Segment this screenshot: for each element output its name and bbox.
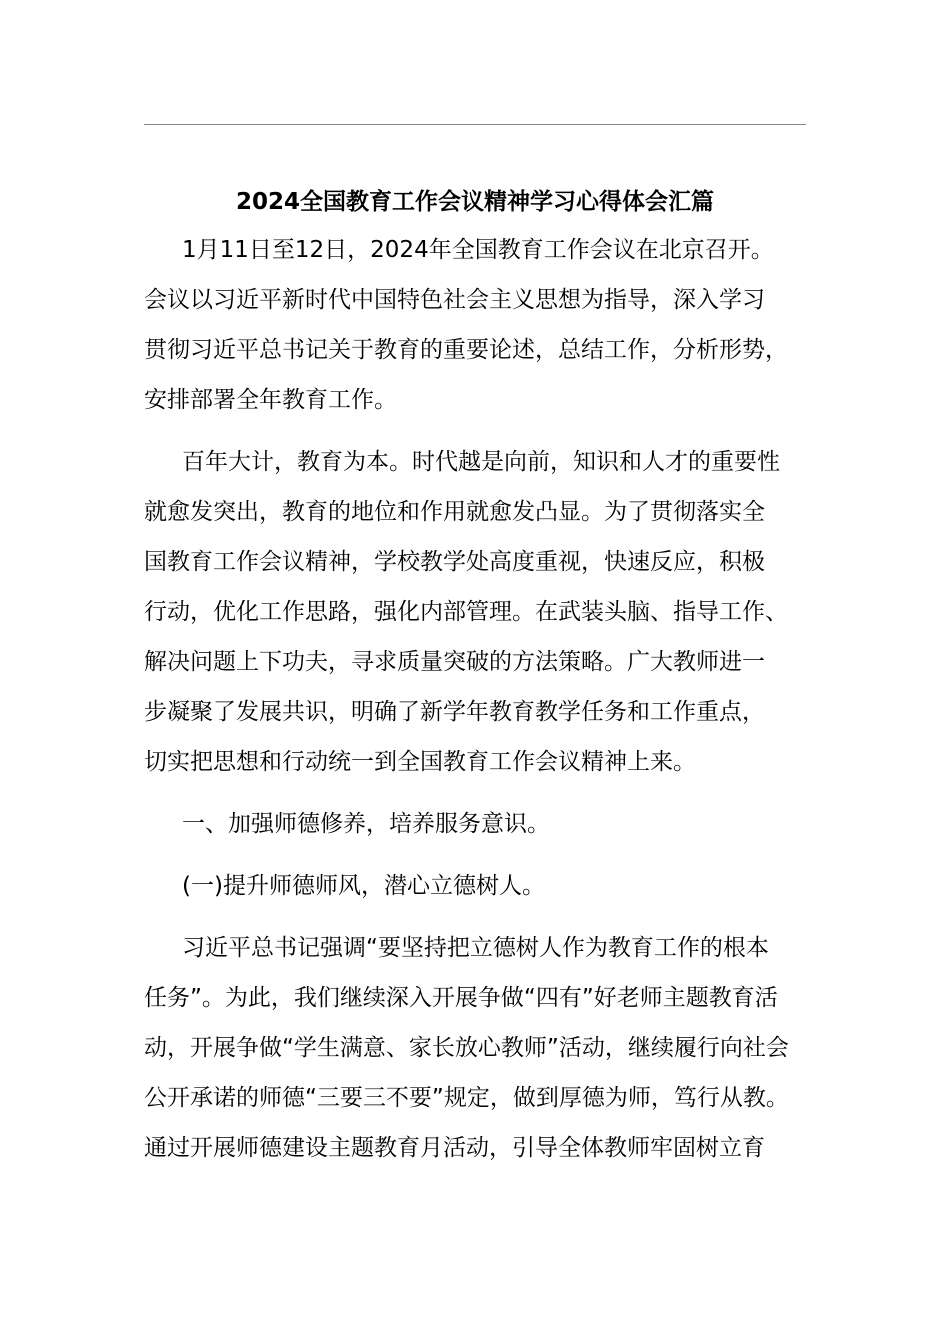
header-rule	[144, 124, 806, 125]
subsection-heading-1: (一)提升师德师风，潜心立德树人。	[182, 873, 545, 899]
body-line-9: 解决问题上下功夫，寻求质量突破的方法策略。广大教师进一	[144, 649, 765, 675]
body-line-2: 会议以习近平新时代中国特色社会主义思想为指导，深入学习	[144, 287, 765, 313]
body-line-7: 国教育工作会议精神，学校教学处高度重视，快速反应，积极	[144, 549, 765, 575]
body-line-15: 任务”。为此，我们继续深入开展争做“四有”好老师主题教育活	[144, 985, 778, 1011]
body-line-17: 公开承诺的师德“三要三不要”规定，做到厚德为师，笃行从教。	[144, 1085, 789, 1111]
body-line-5: 百年大计，教育为本。时代越是向前，知识和人才的重要性	[182, 449, 780, 475]
body-line-10: 步凝聚了发展共识，明确了新学年教育教学任务和工作重点，	[144, 699, 765, 725]
body-line-8: 行动，优化工作思路，强化内部管理。在武装头脑、指导工作、	[144, 599, 788, 625]
document-title: 2024全国教育工作会议精神学习心得体会汇篇	[235, 189, 714, 215]
body-line-1: 1月11日至12日，2024年全国教育工作会议在北京召开。	[182, 237, 774, 263]
body-line-11: 切实把思想和行动统一到全国教育工作会议精神上来。	[144, 749, 696, 775]
section-heading-1: 一、加强师德修养，培养服务意识。	[182, 811, 550, 837]
body-line-6: 就愈发突出，教育的地位和作用就愈发凸显。为了贯彻落实全	[144, 499, 765, 525]
body-line-18: 通过开展师德建设主题教育月活动，引导全体教师牢固树立育	[144, 1135, 765, 1161]
body-line-3: 贯彻习近平总书记关于教育的重要论述，总结工作，分析形势，	[144, 337, 788, 363]
body-line-4: 安排部署全年教育工作。	[144, 387, 397, 413]
body-line-16: 动，开展争做“学生满意、家长放心教师”活动，继续履行向社会	[144, 1035, 789, 1061]
body-line-14: 习近平总书记强调“要坚持把立德树人作为教育工作的根本	[182, 935, 769, 961]
